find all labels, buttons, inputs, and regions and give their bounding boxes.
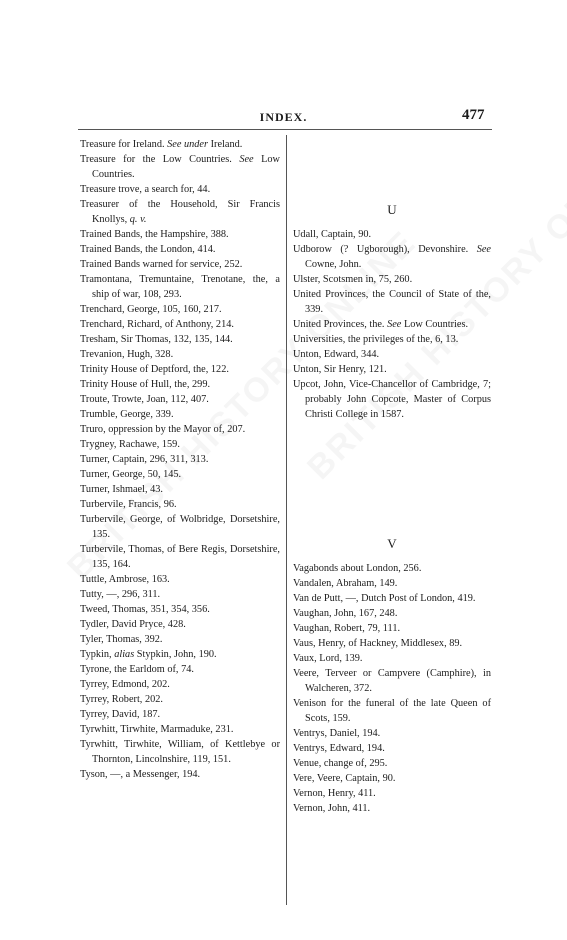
index-entry: Vernon, John, 411. [293,803,371,814]
index-entry: Venue, change of, 295. [293,758,388,769]
index-entry: Ventrys, Daniel, 194. [293,728,381,739]
header-rule [78,129,492,130]
index-entry: Tyrwhitt, Tirwhite, William, of Kettlebye or Thornton, Lincolnshire, 119, 151. [80,739,280,765]
index-entry: Vandalen, Abraham, 149. [293,578,398,589]
index-entry: Trained Bands warned for service, 252. [80,259,243,270]
index-entry: Unton, Edward, 344. [293,349,380,360]
index-entry: Treasure for the Low Countries. See Low Countries. [80,154,280,180]
index-entry: Tyrrey, David, 187. [80,709,161,720]
index-entry: Trenchard, George, 105, 160, 217. [80,304,222,315]
index-entry: Tyler, Thomas, 392. [80,634,163,645]
index-entry: Unton, Sir Henry, 121. [293,364,387,375]
index-entry: Turbervile, Thomas, of Bere Regis, Dorsetshire, 135, 164. [80,544,280,570]
index-entry: Tuttle, Ambrose, 163. [80,574,170,585]
right-column [293,200,491,816]
index-entry: Trevanion, Hugh, 328. [80,349,174,360]
index-entry: Typkin, alias Stypkin, John, 190. [80,649,217,660]
index-entry: Van de Putt, —, Dutch Post of London, 419. [293,593,476,604]
index-entry: Tyrrey, Edmond, 202. [80,679,170,690]
index-entry: Trained Bands, the London, 414. [80,244,216,255]
index-entry: Trinity House of Deptford, the, 122. [80,364,229,375]
index-entry: Tyrone, the Earldom of, 74. [80,664,194,675]
index-entry: United Provinces, the. See Low Countries. [293,319,469,330]
index-entry: Venison for the funeral of the late Queen of Scots, 159. [293,698,491,724]
index-entry: Trumble, George, 339. [80,409,174,420]
index-entry: Universities, the privileges of the, 6, 13. [293,334,459,345]
index-entry: United Provinces, the Council of State of the, 339. [293,289,491,315]
index-entry: Vernon, Henry, 411. [293,788,376,799]
index-entry: Truro, oppression by the Mayor of, 207. [80,424,246,435]
index-entry: Turbervile, George, of Wolbridge, Dorsetshire, 135. [80,514,280,540]
index-entry: Tyrwhitt, Tirwhite, Marmaduke, 231. [80,724,234,735]
index-entry: Treasurer of the Household, Sir Francis Knollys, q. v. [80,199,280,225]
section-heading-u: U [387,202,397,217]
index-entry: Tutty, —, 296, 311. [80,589,161,600]
index-entry: Vagabonds about London, 256. [293,563,422,574]
index-entry: Vaughan, Robert, 79, 111. [293,623,401,634]
index-entry: Vere, Veere, Captain, 90. [293,773,396,784]
page-header-title: INDEX. [259,110,308,124]
index-entry: Tyson, —, a Messenger, 194. [80,769,201,780]
index-entry: Udborow (? Ugborough), Devonshire. See Cowne, John. [293,244,491,270]
index-entry: Upcot, John, Vice-Chancellor of Cambridge, 7; probably John Copcote, Master of Corpus Christi College in 1587. [293,379,491,420]
index-entry: Tresham, Sir Thomas, 132, 135, 144. [80,334,233,345]
section-v-entries [293,561,491,816]
index-entry: Tydler, David Pryce, 428. [80,619,186,630]
index-entry: Trinity House of Hull, the, 299. [80,379,211,390]
index-entry: Trygney, Rachawe, 159. [80,439,180,450]
column-divider [286,135,287,905]
index-entry: Turner, Ishmael, 43. [80,484,164,495]
index-entry: Turner, George, 50, 145. [80,469,182,480]
section-spacer [293,422,491,534]
index-entry: Treasure for Ireland. See under Ireland. [80,139,243,150]
index-entry: Tramontana, Tremuntaine, Trenotane, the, a ship of war, 108, 293. [80,274,280,300]
section-u-entries [293,227,491,422]
page-number: 477 [462,107,485,123]
index-entry: Trenchard, Richard, of Anthony, 214. [80,319,234,330]
index-entry: Ventrys, Edward, 194. [293,743,385,754]
index-entry: Trained Bands, the Hampshire, 388. [80,229,229,240]
index-entry: Tweed, Thomas, 351, 354, 356. [80,604,210,615]
index-entry: Veere, Terveer or Campvere (Camphire), in Walcheren, 372. [293,668,491,694]
index-entry: Troute, Trowte, Joan, 112, 407. [80,394,209,405]
index-entry: Tyrrey, Robert, 202. [80,694,163,705]
index-entry: Vaux, Lord, 139. [293,653,363,664]
index-entry: Ulster, Scotsmen in, 75, 260. [293,274,413,285]
left-column [80,137,280,782]
index-entry: Vaughan, John, 167, 248. [293,608,398,619]
index-entry: Turbervile, Francis, 96. [80,499,177,510]
section-heading-v: V [387,536,397,551]
index-entry: Udall, Captain, 90. [293,229,372,240]
index-entry: Treasure trove, a search for, 44. [80,184,211,195]
index-entry: Turner, Captain, 296, 311, 313. [80,454,209,465]
index-entry: Vaus, Henry, of Hackney, Middlesex, 89. [293,638,463,649]
